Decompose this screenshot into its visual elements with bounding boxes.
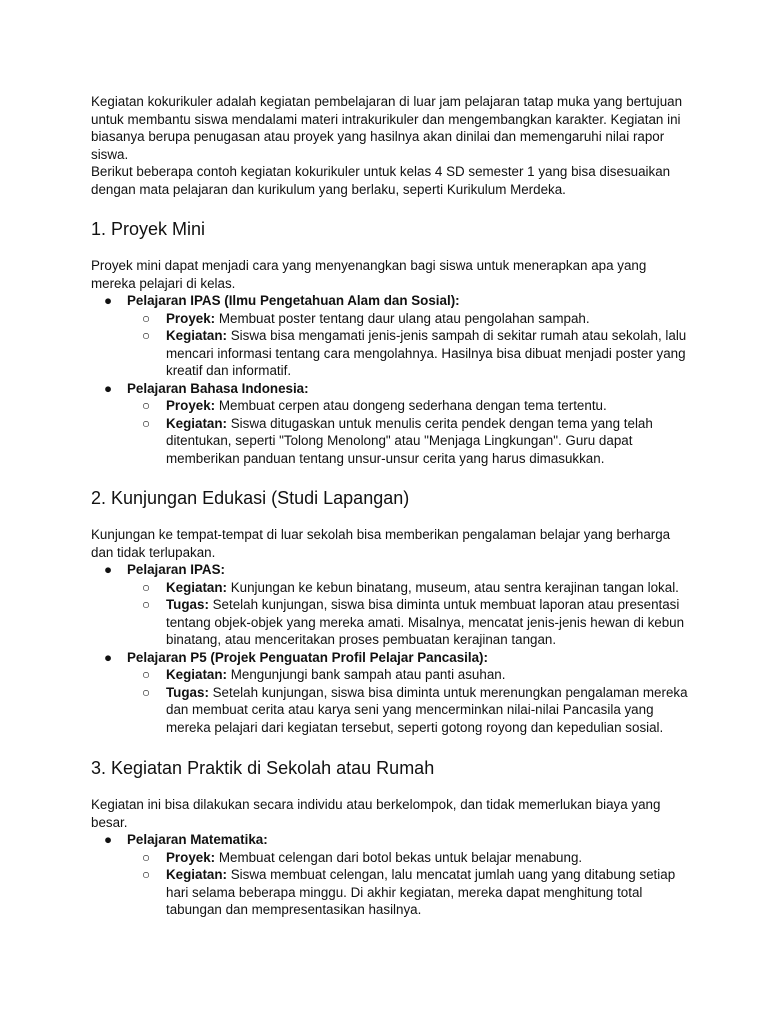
sub-list bbox=[91, 666, 691, 736]
sub-list-item bbox=[91, 327, 691, 380]
list-item bbox=[91, 292, 691, 380]
sub-list-item bbox=[91, 684, 691, 737]
item-text: Siswa bisa mengamati jenis-jenis sampah di sekitar rumah atau sekolah, lalu mencari informasi tentang cara mengolahnya. Hasilnya bisa dibuat menjadi poster yang kreatif dan informatif. bbox=[166, 328, 687, 378]
sub-list-item bbox=[91, 596, 691, 649]
bullet-list bbox=[91, 561, 691, 736]
circle-bullet-icon: ○ bbox=[142, 310, 151, 326]
item-term: Kegiatan: bbox=[166, 328, 228, 343]
circle-bullet-icon: ○ bbox=[142, 328, 151, 343]
document-page bbox=[91, 0, 691, 919]
item-term: Proyek: bbox=[166, 849, 216, 865]
list-item bbox=[91, 380, 691, 468]
circle-bullet-icon: ○ bbox=[142, 849, 151, 865]
item-text: Kunjungan ke kebun binatang, museum, atau sentra kerajinan tangan lokal. bbox=[227, 579, 679, 595]
item-text: Membuat celengan dari botol bekas untuk belajar menabung. bbox=[215, 849, 583, 865]
bullet-icon: ● bbox=[104, 562, 113, 577]
item-term: Kegiatan: bbox=[166, 415, 228, 431]
item-term: Proyek: bbox=[166, 310, 216, 326]
sub-list-item bbox=[91, 415, 691, 468]
bullet-icon: ● bbox=[104, 293, 113, 308]
list-item bbox=[91, 831, 691, 919]
item-term: Kegiatan: bbox=[166, 867, 228, 882]
bullet-icon: ● bbox=[104, 832, 113, 847]
sub-list-item bbox=[91, 397, 691, 415]
circle-bullet-icon: ○ bbox=[142, 684, 151, 700]
item-term: Tugas: bbox=[166, 597, 209, 612]
circle-bullet-icon: ○ bbox=[142, 867, 151, 882]
subject-label: Pelajaran Bahasa Indonesia: bbox=[127, 380, 309, 396]
subject-label: Pelajaran Matematika: bbox=[127, 832, 268, 847]
circle-bullet-icon: ○ bbox=[142, 579, 151, 595]
bullet-list bbox=[91, 831, 691, 919]
item-text: Mengunjungi bank sampah atau panti asuhan. bbox=[227, 667, 506, 682]
item-term: Kegiatan: bbox=[166, 579, 228, 595]
sub-list bbox=[91, 849, 691, 919]
section-heading: 2. Kunjungan Edukasi (Studi Lapangan) bbox=[91, 488, 410, 508]
item-text: Siswa membuat celengan, lalu mencatat jumlah uang yang ditabung setiap hari selama beberapa minggu. Di akhir kegiatan, mereka dapat menghitung total tabungan dan mempresentasikan hasilnya. bbox=[166, 867, 676, 917]
item-text: Membuat cerpen atau dongeng sederhana dengan tema tertentu. bbox=[215, 398, 607, 413]
sub-list bbox=[91, 579, 691, 649]
sub-list bbox=[91, 397, 691, 467]
circle-bullet-icon: ○ bbox=[142, 597, 151, 612]
item-term: Tugas: bbox=[166, 684, 209, 700]
bullet-icon: ● bbox=[104, 380, 113, 396]
section-paragraph: Kegiatan ini bisa dilakukan secara individu atau berkelompok, dan tidak memerlukan biaya yang besar. bbox=[91, 797, 661, 830]
section-heading: 3. Kegiatan Praktik di Sekolah atau Rumah bbox=[91, 758, 435, 778]
item-term: Kegiatan: bbox=[166, 667, 228, 682]
item-text: Membuat poster tentang daur ulang atau pengolahan sampah. bbox=[215, 310, 590, 326]
section-paragraph: Proyek mini dapat menjadi cara yang menyenangkan bagi siswa untuk menerapkan apa yang mereka pelajari di kelas. bbox=[91, 258, 647, 291]
sub-list-item bbox=[91, 310, 691, 328]
subject-label: Pelajaran P5 (Projek Penguatan Profil Pelajar Pancasila): bbox=[127, 649, 488, 665]
section-paragraph: Kunjungan ke tempat-tempat di luar sekolah bisa memberikan pengalaman belajar yang berharga dan tidak terlupakan. bbox=[91, 527, 671, 560]
sub-list bbox=[91, 310, 691, 380]
circle-bullet-icon: ○ bbox=[142, 667, 151, 682]
circle-bullet-icon: ○ bbox=[142, 415, 151, 431]
sub-list-item bbox=[91, 579, 691, 597]
intro-paragraph: Kegiatan kokurikuler adalah kegiatan pembelajaran di luar jam pelajaran tatap muka yang bertujuan untuk membantu siswa mendalami materi intrakurikuler dan mengembangkan karakter. Kegiatan ini biasanya berupa penugasan atau proyek yang hasilnya akan dinilai dan memengaruhi nilai rapor siswa. bbox=[91, 94, 683, 162]
sub-list-item bbox=[91, 849, 691, 867]
bullet-list bbox=[91, 292, 691, 467]
list-item bbox=[91, 561, 691, 649]
item-text: Setelah kunjungan, siswa bisa diminta untuk merenungkan pengalaman mereka dan membuat cerita atau karya seni yang mencerminkan nilai-nilai Pancasila yang mereka pelajari dari kegiatan tersebut, seperti gotong royong dan kepedulian sosial. bbox=[166, 684, 688, 735]
item-text: Setelah kunjungan, siswa bisa diminta untuk membuat laporan atau presentasi tentang objek-objek yang mereka amati. Misalnya, mencatat jenis-jenis hewan di kebun binatang, atau menceritakan proses pembuatan kerajinan tangan. bbox=[166, 597, 685, 647]
subject-label: Pelajaran IPAS: bbox=[127, 562, 225, 577]
item-term: Proyek: bbox=[166, 398, 216, 413]
list-item bbox=[91, 649, 691, 737]
sub-list-item bbox=[91, 866, 691, 919]
intro-paragraph-2: Berikut beberapa contoh kegiatan kokurikuler untuk kelas 4 SD semester 1 yang bisa disesuaikan dengan mata pelajaran dan kurikulum yang berlaku, seperti Kurikulum Merdeka. bbox=[91, 164, 671, 197]
subject-label: Pelajaran IPAS (Ilmu Pengetahuan Alam dan Sosial): bbox=[127, 293, 460, 308]
item-text: Siswa ditugaskan untuk menulis cerita pendek dengan tema yang telah ditentukan, seperti "Tolong Menolong" atau "Menjaga Lingkungan". Guru dapat memberikan panduan tentang unsur-unsur cerita yang harus dimasukkan. bbox=[166, 415, 653, 466]
bullet-icon: ● bbox=[104, 649, 113, 665]
section-heading: 1. Proyek Mini bbox=[91, 219, 206, 239]
circle-bullet-icon: ○ bbox=[142, 398, 151, 413]
sub-list-item bbox=[91, 666, 691, 684]
